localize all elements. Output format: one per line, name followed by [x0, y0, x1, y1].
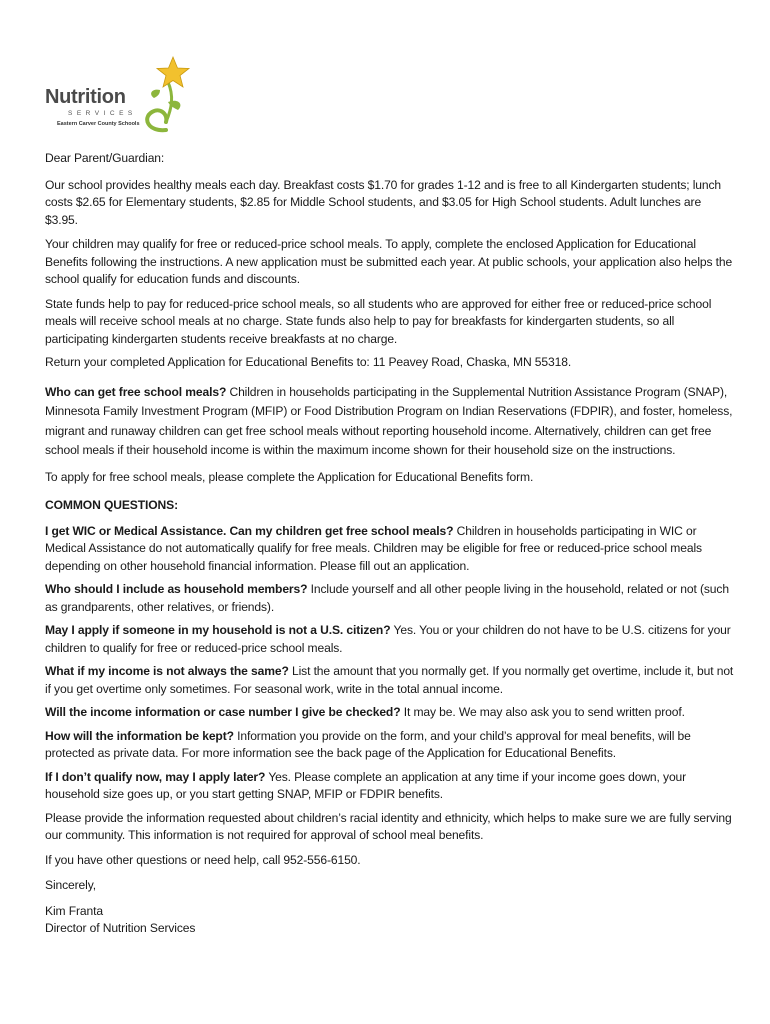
ethnicity-paragraph: Please provide the information requested about children’s racial identity and ethnicity, which helps to make sure we are fully serving our community. This information is not required for approval of school meal benefits.: [45, 810, 732, 842]
nutrition-services-logo: [40, 52, 200, 137]
faq-question: If I don’t qualify now, may I apply later?: [45, 769, 266, 784]
faq-question: How will the information be kept?: [45, 728, 234, 743]
faq-question: May I apply if someone in my household is not a U.S. citizen?: [45, 623, 391, 637]
signer-name: Kim Franta: [45, 903, 103, 918]
who-qualifies-answer: Children in households participating in the Supplemental Nutrition Assistance Program (SNAP), Minnesota Family Investment Program (MFIP) or Food Distribution Program on Indian Reservations (FDPIR), and foster, homeless, migrant and runaway children can get free school meals without reporting household income. Alternatively, children can get free school meals if their household income is within the maximum income shown for their household size on the instructions.: [45, 384, 733, 457]
faq-item: [45, 704, 735, 722]
faq-item: [45, 663, 735, 698]
faq-question: What if my income is not always the same?: [45, 664, 289, 678]
faq-question: Will the income information or case number I give be checked?: [45, 705, 401, 719]
salutation: Dear Parent/Guardian:: [45, 151, 165, 165]
closing: Sincerely,: [45, 878, 97, 892]
meal-prices-paragraph: Our school provides healthy meals each day. Breakfast costs $1.70 for grades 1-12 and is free to all Kindergarten students; lunch costs $2.65 for Elementary students, $2.85 for Middle School students, and $3.05 for High School students. Adult lunches are $3.95.: [45, 177, 722, 227]
who-qualifies-question: Who can get free school meals?: [45, 384, 227, 399]
state-funds-paragraph: State funds help to pay for reduced-price school meals, so all students who are approved for either free or reduced-price school meals will receive school meals at no charge. State funds also help to pay for breakfasts for kindergarten students, so all participating kindergarten students receive breakfasts at no charge.: [45, 296, 712, 346]
logo-district-text: Eastern Carver County Schools: [57, 121, 140, 127]
help-contact-paragraph: If you have other questions or need help, call 952-556-6150.: [45, 852, 361, 867]
who-qualifies-paragraph: [45, 383, 735, 461]
return-address-paragraph: Return your completed Application for Educational Benefits to: 11 Peavey Road, Chaska, MN 55318.: [45, 355, 572, 369]
logo-wordmark: Nutrition: [45, 86, 126, 108]
star-sprout-icon: [138, 52, 200, 137]
faq-answer: List the amount that you normally get. If you normally get overtime, include it, but not if you get overtime only sometimes. For seasonal work, write in the total annual income.: [45, 664, 734, 696]
apply-free-paragraph: To apply for free school meals, please complete the Application for Educational Benefits form.: [45, 469, 534, 484]
faq-question: Who should I include as household members?: [45, 582, 308, 596]
faq-item: [45, 728, 735, 763]
faq-question: I get WIC or Medical Assistance. Can my children get free school meals?: [45, 523, 454, 538]
letter-body: [45, 150, 735, 938]
faq-item: [45, 769, 735, 804]
faq-answer: Include yourself and all other people living in the household, related or not (such as grandparents, other relatives, or friends).: [45, 582, 729, 614]
faq-answer: Yes. Please complete an application at any time if your income goes down, your household size goes up, or you start getting SNAP, MFIP or FDPIR benefits.: [45, 769, 687, 801]
faq-answer: It may be. We may also ask you to send written proof.: [400, 705, 685, 719]
faq-item: [45, 581, 735, 616]
faq-answer: Information you provide on the form, and your child’s approval for meal benefits, will be protected as private data. For more information see the back page of the Application for Educational Benefits.: [45, 728, 691, 760]
faq-item: [45, 523, 735, 576]
logo-services-text: SERVICES: [68, 110, 137, 117]
common-questions-heading: COMMON QUESTIONS:: [45, 498, 179, 512]
faq-answer: Children in households participating in WIC or Medical Assistance do not automatically qualify for free meals. Children may be eligible for free or reduced-price school meals depending on other household financial information. Please fill out an application.: [45, 523, 702, 573]
faq-item: [45, 622, 735, 657]
qualify-paragraph: Your children may qualify for free or reduced-price school meals. To apply, complete the enclosed Application for Educational Benefits following the instructions. A new application must be submitted each year. At public schools, your application also helps the school qualify for education funds and discounts.: [45, 237, 733, 286]
signer-title: Director of Nutrition Services: [45, 921, 196, 935]
faq-answer: Yes. You or your children do not have to be U.S. citizens for your children to qualify for free or reduced-price school meals.: [45, 623, 731, 655]
